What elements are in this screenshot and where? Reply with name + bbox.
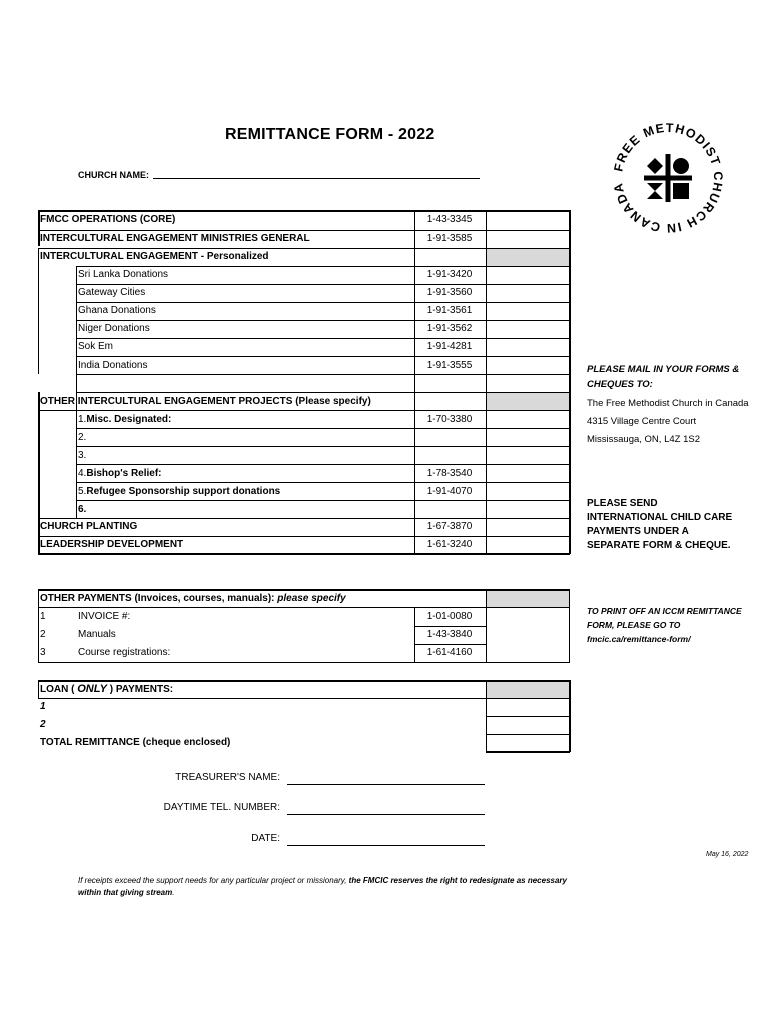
mail-heading: PLEASE MAIL IN YOUR FORMS & CHEQUES TO: — [587, 364, 740, 390]
ie-personalized-label: INTERCULTURAL ENGAGEMENT - Personalized — [40, 251, 269, 262]
item-code: 1-91-3420 — [426, 269, 473, 280]
fmcc-operations-code: 1-43-3345 — [426, 214, 473, 225]
list-item: 1.Misc. Designated: — [78, 414, 172, 425]
item-code: 1-61-4160 — [426, 647, 473, 658]
row-number: 1 — [40, 611, 46, 622]
list-item: 5.Refugee Sponsorship support donations — [78, 486, 281, 497]
item-code: 1-01-0080 — [426, 611, 473, 622]
date-field[interactable] — [287, 845, 485, 846]
revision-date: May 16, 2022 — [706, 851, 749, 858]
list-item: Niger Donations — [78, 323, 150, 334]
item-code: 1-91-3561 — [426, 305, 473, 316]
church-name-field[interactable] — [153, 178, 480, 179]
remittance-link[interactable]: fmcic.ca/remittance-form/ — [587, 634, 691, 644]
list-item: India Donations — [78, 360, 148, 371]
row-number: 2 — [40, 719, 46, 730]
item-code: 1-91-3562 — [426, 323, 473, 334]
print-note: TO PRINT OFF AN ICCM REMITTANCE FORM, PLEASE GO TO fmcic.ca/remittance-form/ — [587, 606, 742, 644]
list-item: Course registrations: — [78, 647, 171, 658]
phone-field[interactable] — [287, 814, 485, 815]
list-item: Sri Lanka Donations — [78, 269, 169, 280]
item-code: 1-43-3840 — [426, 629, 473, 640]
row-number: 1 — [40, 701, 46, 712]
total-label: TOTAL REMITTANCE (cheque enclosed) — [40, 737, 231, 748]
church-planting-label: CHURCH PLANTING — [40, 521, 138, 532]
item-code: 1-91-4070 — [426, 486, 473, 497]
icc-note: PLEASE SEND INTERNATIONAL CHILD CARE PAYMENTS UNDER A SEPARATE FORM & CHEQUE. — [587, 498, 733, 551]
leadership-code: 1-61-3240 — [426, 539, 473, 550]
mail-address: The Free Methodist Church in Canada — [587, 398, 749, 409]
ie-general-code: 1-91-3585 — [426, 233, 473, 244]
list-item: 4.Bishop's Relief: — [78, 468, 162, 479]
row-number: 2 — [40, 629, 46, 640]
row-number: 3 — [40, 647, 46, 658]
ie-general-label: INTERCULTURAL ENGAGEMENT MINISTRIES GENERAL — [40, 233, 310, 244]
fmcic-logo — [608, 118, 728, 238]
other-projects-header: OTHER INTERCULTURAL ENGAGEMENT PROJECTS (Please specify) — [40, 396, 371, 407]
list-item: Manuals — [78, 629, 116, 640]
grey-cell — [486, 680, 569, 698]
list-item: INVOICE #: — [78, 611, 131, 622]
list-item: 2. — [78, 432, 87, 443]
leadership-label: LEADERSHIP DEVELOPMENT — [40, 539, 184, 550]
loan-header: LOAN ( ONLY ) PAYMENTS: — [40, 683, 174, 695]
grey-cell — [486, 589, 569, 607]
date-label: DATE: — [251, 833, 280, 844]
logo-text: FREE METHODIST CHURCH IN CANADA — [611, 120, 726, 236]
list-item: Sok Em — [78, 341, 114, 352]
treasurer-field[interactable] — [287, 784, 485, 785]
list-item: Ghana Donations — [78, 305, 156, 316]
treasurer-label: TREASURER'S NAME: — [175, 772, 280, 783]
fmcc-operations-label: FMCC OPERATIONS (CORE) — [40, 214, 176, 225]
page-title: REMITTANCE FORM - 2022 — [225, 126, 435, 143]
phone-label: DAYTIME TEL. NUMBER: — [163, 802, 280, 813]
grey-cell — [486, 248, 569, 266]
item-code: 1-91-4281 — [426, 341, 473, 352]
other-payments-header: OTHER PAYMENTS (Invoices, courses, manuals): please specify — [40, 593, 346, 604]
church-planting-code: 1-67-3870 — [426, 521, 473, 532]
mail-address: 4315 Village Centre Court — [587, 416, 697, 427]
grey-cell — [486, 392, 569, 410]
item-code: 1-70-3380 — [426, 414, 473, 425]
item-code: 1-91-3555 — [426, 360, 473, 371]
mail-address: Mississauga, ON, L4Z 1S2 — [587, 434, 700, 445]
item-code: 1-91-3560 — [426, 287, 473, 298]
church-name-label: CHURCH NAME: — [78, 170, 149, 180]
item-code: 1-78-3540 — [426, 468, 473, 479]
list-item: Gateway Cities — [78, 287, 146, 298]
footnote: If receipts exceed the support needs for any particular project or missionary, the FMCIC reserves the right to redesignate as necessary within that giving stream. — [78, 876, 567, 897]
list-item: 6. — [78, 504, 87, 515]
list-item: 3. — [78, 450, 87, 461]
